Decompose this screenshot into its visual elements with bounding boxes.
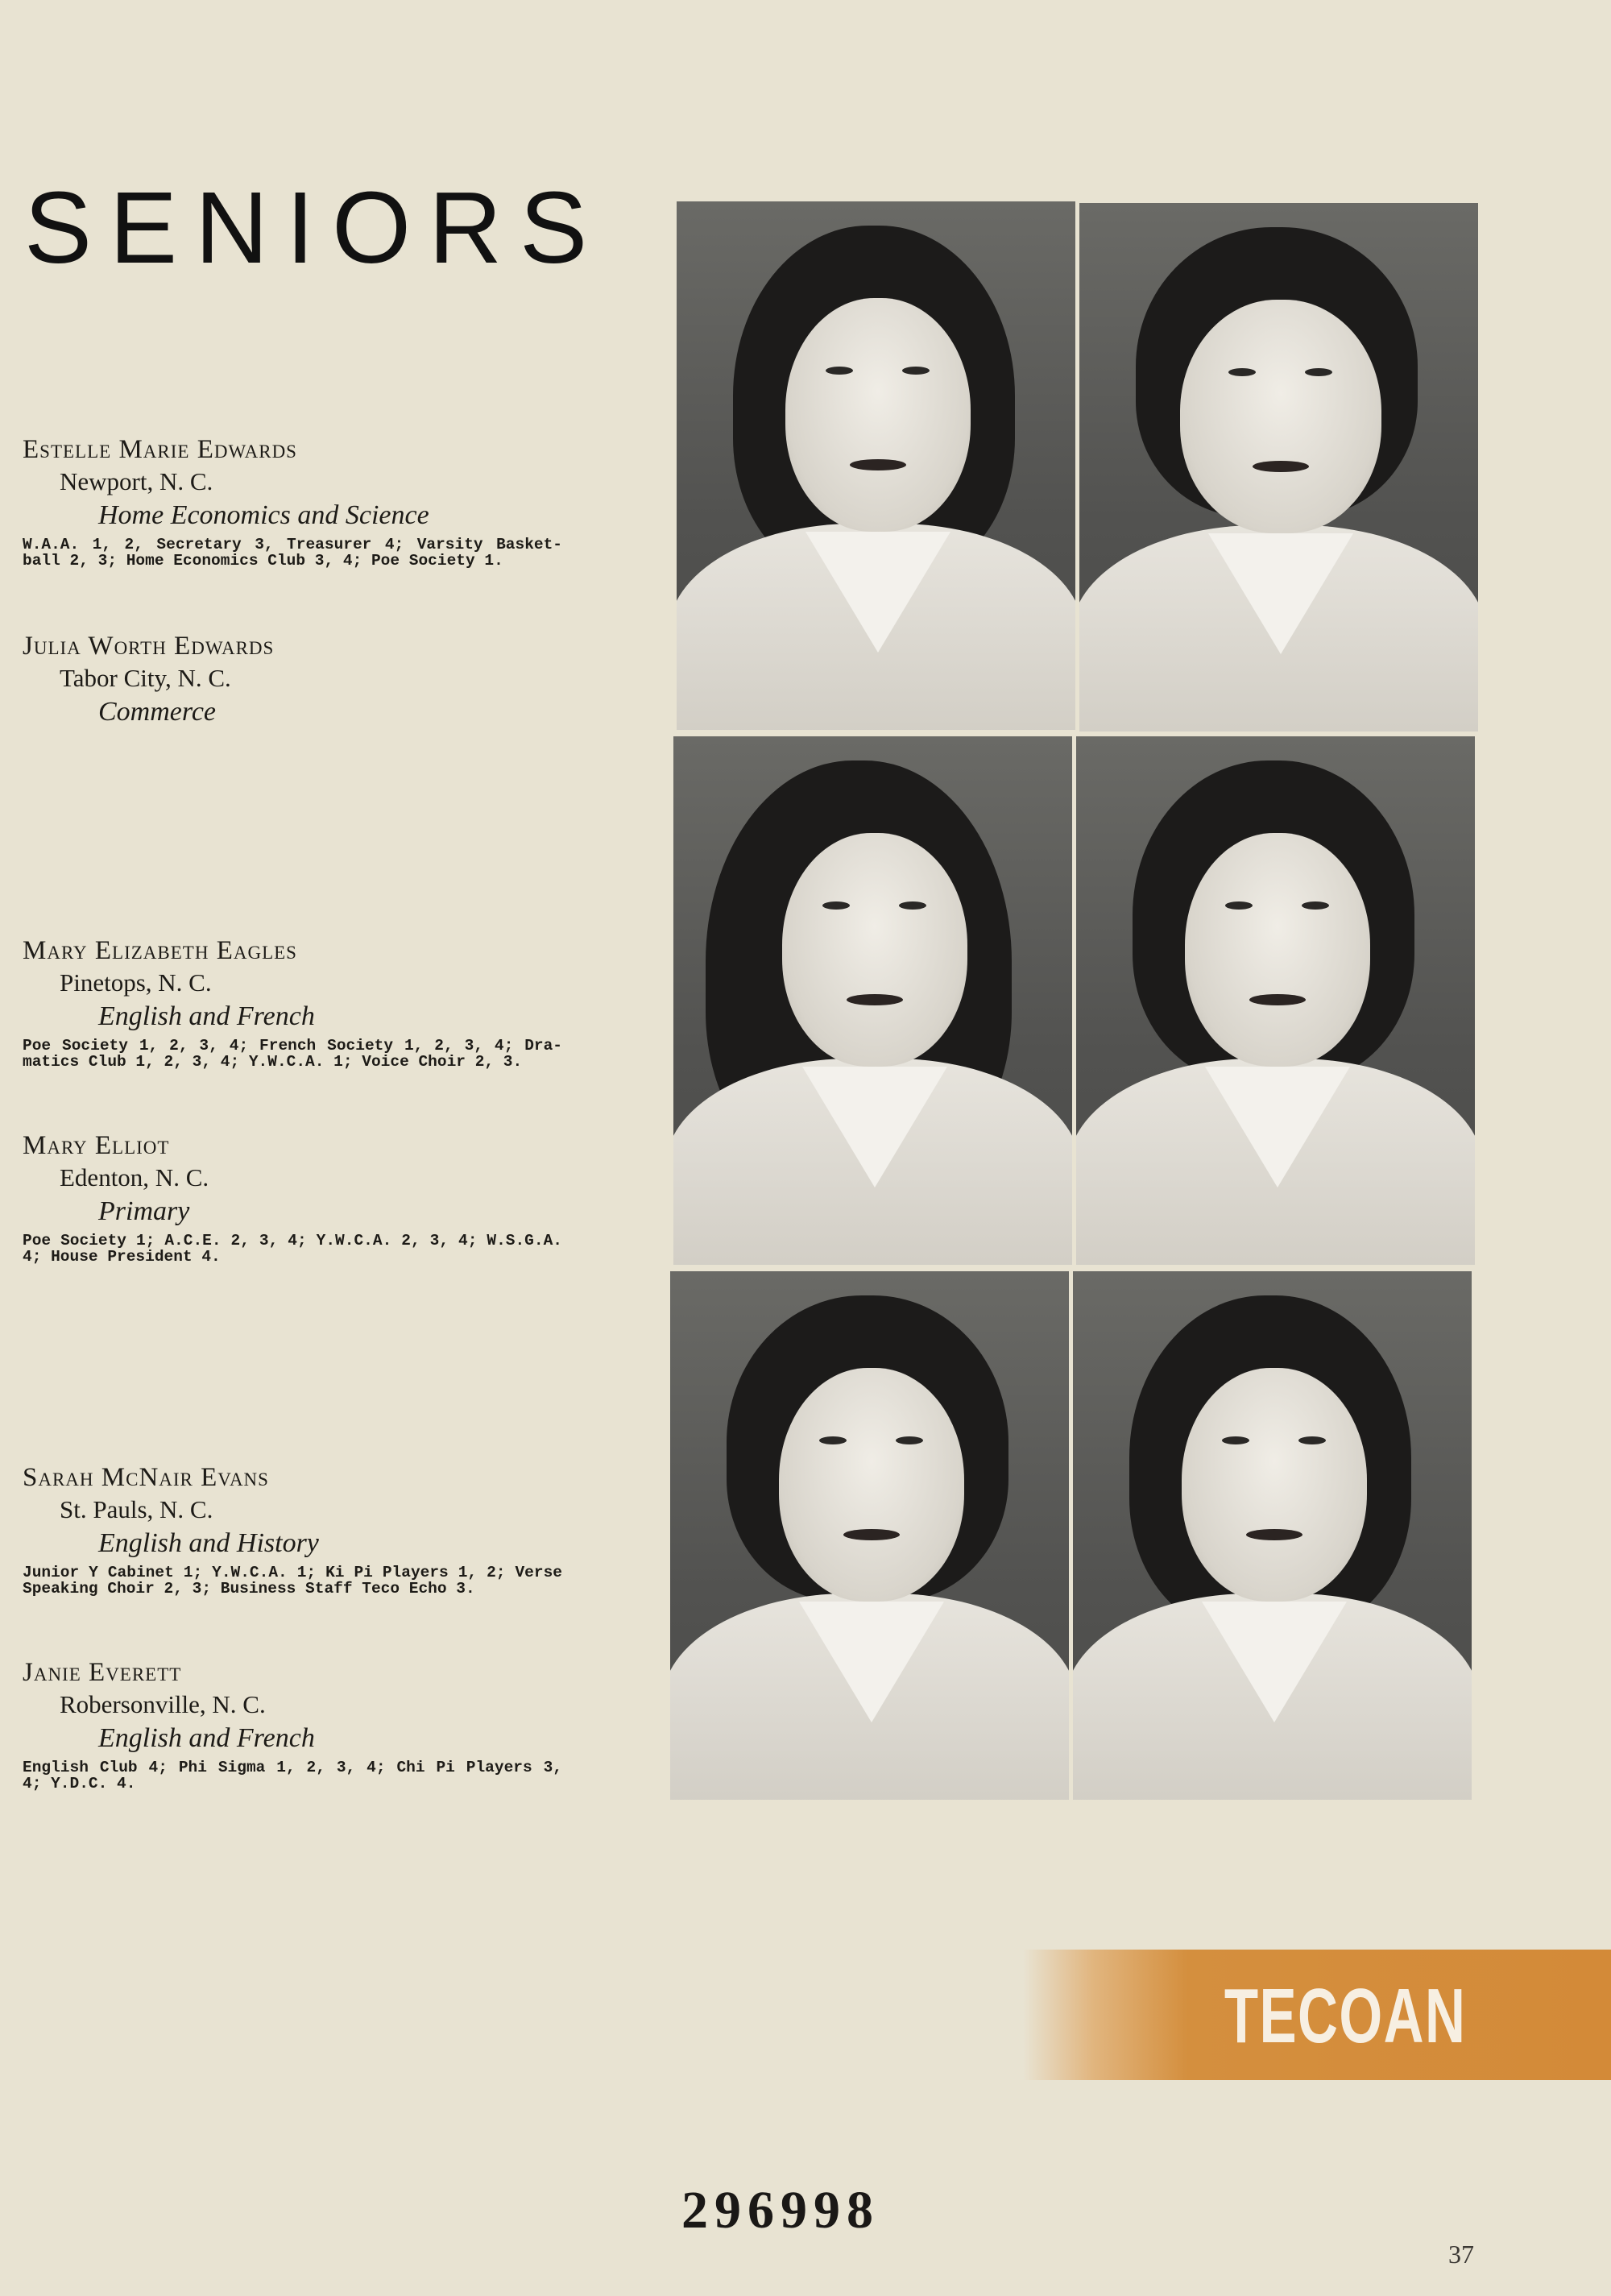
senior-name: Sarah McNair Evans <box>23 1463 269 1492</box>
accession-stamp: 296998 <box>681 2181 880 2240</box>
senior-entry <box>23 433 562 569</box>
senior-entry <box>23 1129 562 1265</box>
page-heading: SENIORS <box>24 171 606 284</box>
senior-major: English and French <box>98 1723 315 1753</box>
senior-name: Mary Elliot <box>23 1131 170 1160</box>
tecoan-banner <box>1023 1950 1611 2080</box>
page-number: 37 <box>1448 2240 1474 2269</box>
portrait-photo <box>1076 736 1475 1265</box>
portrait-photo <box>1073 1271 1472 1800</box>
portrait-photo <box>1079 203 1478 731</box>
senior-activities: W.A.A. 1, 2, Secretary 3, Treasurer 4; Varsity Basket-ball 2, 3; Home Economics Club 3, 4; Poe Society 1. <box>23 536 562 570</box>
senior-major: Home Economics and Science <box>98 500 429 530</box>
senior-hometown: Edenton, N. C. <box>60 1163 209 1192</box>
senior-name: Mary Elizabeth Eagles <box>23 936 297 965</box>
portrait-grid <box>669 200 1474 1795</box>
senior-name: Julia Worth Edwards <box>23 632 275 661</box>
senior-name: Estelle Marie Edwards <box>23 435 297 464</box>
senior-major: Commerce <box>98 697 217 727</box>
senior-activities: Poe Society 1; A.C.E. 2, 3, 4; Y.W.C.A. 2, 3, 4; W.S.G.A. 4; House President 4. <box>23 1232 562 1266</box>
senior-major: Primary <box>98 1196 190 1226</box>
senior-entry <box>23 630 562 733</box>
senior-major: English and History <box>98 1528 319 1558</box>
portrait-photo <box>673 736 1072 1265</box>
senior-entry <box>23 935 562 1070</box>
senior-hometown: Robersonville, N. C. <box>60 1690 266 1718</box>
senior-hometown: St. Pauls, N. C. <box>60 1495 213 1523</box>
senior-hometown: Pinetops, N. C. <box>60 968 212 997</box>
portrait-photo <box>677 201 1075 730</box>
senior-major: English and French <box>98 1001 315 1031</box>
senior-name: Janie Everett <box>23 1658 182 1687</box>
senior-entry <box>23 1461 562 1597</box>
banner-label: TECOAN <box>1224 1973 1466 2059</box>
senior-activities: Poe Society 1, 2, 3, 4; French Society 1, 2, 3, 4; Dra-matics Club 1, 2, 3, 4; Y.W.C.A. 1; Voice Choir 2, 3. <box>23 1037 562 1071</box>
senior-hometown: Tabor City, N. C. <box>60 664 231 692</box>
senior-activities: English Club 4; Phi Sigma 1, 2, 3, 4; Chi Pi Players 3, 4; Y.D.C. 4. <box>23 1759 562 1792</box>
senior-hometown: Newport, N. C. <box>60 467 213 495</box>
senior-entry <box>23 1656 562 1792</box>
portrait-photo <box>670 1271 1069 1800</box>
senior-activities: Junior Y Cabinet 1; Y.W.C.A. 1; Ki Pi Players 1, 2; Verse Speaking Choir 2, 3; Business Staff Teco Echo 3. <box>23 1564 562 1598</box>
